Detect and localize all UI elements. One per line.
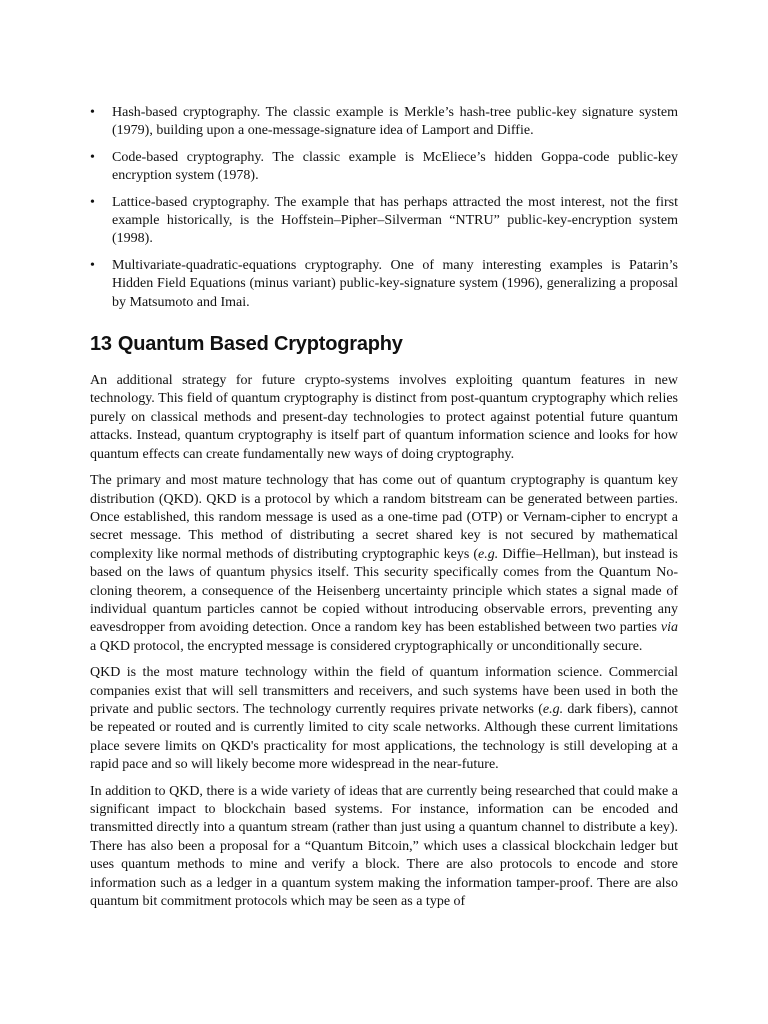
italic-text: e.g. [542, 701, 564, 717]
paragraph-qkd [90, 472, 678, 656]
bullet-icon: • [90, 194, 95, 210]
paragraph-text: The primary and most mature technology that has come out of quantum cryptography is quantum key distribution (QKD). QKD is a protocol by which a random bitstream can be generated between parties. Once established, this random message is used as a one-time pad (OTP) or Vernam-cipher to encrypt a secret message. This method of distributing a secret shared key is not secured by mathematical complexity like normal methods of distributing cryptographic keys ( [90, 473, 678, 562]
list-item [90, 149, 678, 186]
paragraph-text: Diffie–Hellman), but instead is based on the laws of quantum physics itself. This security specifically comes from the Quantum No-cloning theorem, a consequence of the Heisenberg uncertainty principle which states a signal made of individual quantum particles cannot be copied without introducing observable errors, preventing any eavesdropper from avoiding detection. Once a random key has been established between two parties [90, 546, 678, 636]
list-item [90, 194, 678, 249]
section-number: 13 [90, 333, 112, 356]
list-item-text: Hash-based cryptography. The classic example is Merkle’s hash-tree public-key signature system (1979), building upon a one-message-signature idea of Lamport and Diffie. [112, 105, 678, 139]
list-item-text: Lattice-based cryptography. The example that has perhaps attracted the most interest, not the first example historically, is the Hoffstein–Pipher–Silverman “NTRU” public-key-encryption system (1998). [112, 194, 678, 247]
list-item [90, 104, 678, 141]
paragraph-text: a QKD protocol, the encrypted message is considered cryptographically or unconditionally secure. [90, 638, 643, 654]
list-item [90, 257, 678, 312]
paragraph-other-ideas: In addition to QKD, there is a wide variety of ideas that are currently being researched that could make a significant impact to blockchain based systems. For instance, information can be encoded and transmitted directly into a quantum stream (rather than just using a quantum channel to distribute a key). There has also been a proposal for a “Quantum Bitcoin,” which uses a classical blockchain ledger but uses quantum methods to mine and verify a block. There are also protocols to encode and store information such as a ledger in a quantum system making the information tamper-proof. There are also quantum bit commitment protocols which may be seen as a type of [90, 783, 678, 910]
paragraph-text: QKD is the most mature technology within the field of quantum information science. Commercial companies exist that will sell transmitters and receivers, and such systems have been used in both the private and public sectors. The technology currently requires private networks ( [90, 665, 678, 717]
paragraph-qkd-maturity [90, 664, 678, 774]
section-heading [90, 332, 678, 356]
bullet-icon: • [90, 257, 95, 273]
bullet-icon: • [90, 149, 95, 165]
list-item-text: Multivariate-quadratic-equations cryptography. One of many interesting examples is Patarin’s Hidden Field Equations (minus variant) public-key-signature system (1996), generalizing a proposal by Matsumoto and Imai. [112, 257, 678, 310]
bullet-list [90, 104, 678, 312]
italic-text: e.g. [478, 546, 499, 562]
paragraph-intro: An additional strategy for future crypto-systems involves exploiting quantum features in new technology. This field of quantum cryptography is distinct from post-quantum cryptography which relies purely on classical methods and present-day technologies to protect against potential future quantum attacks. Instead, quantum cryptography is itself part of quantum information science and looks for how quantum effects can create fundamentally new ways of doing cryptography. [90, 373, 678, 462]
italic-text: via [660, 620, 678, 636]
list-item-text: Code-based cryptography. The classic example is McEliece’s hidden Goppa-code public-key encryption system (1978). [112, 149, 678, 184]
bullet-icon: • [90, 105, 95, 120]
paragraph-text: dark fibers), cannot be repeated or routed and is currently limited to city scale networks. Although these current limitations place severe limits on QKD's practicality for most applications, the technology is still developing at a rapid pace and so will likely become more widespread in the near-future. [90, 701, 678, 773]
document-page [90, 104, 678, 919]
section-title: Quantum Based Cryptography [117, 333, 403, 356]
